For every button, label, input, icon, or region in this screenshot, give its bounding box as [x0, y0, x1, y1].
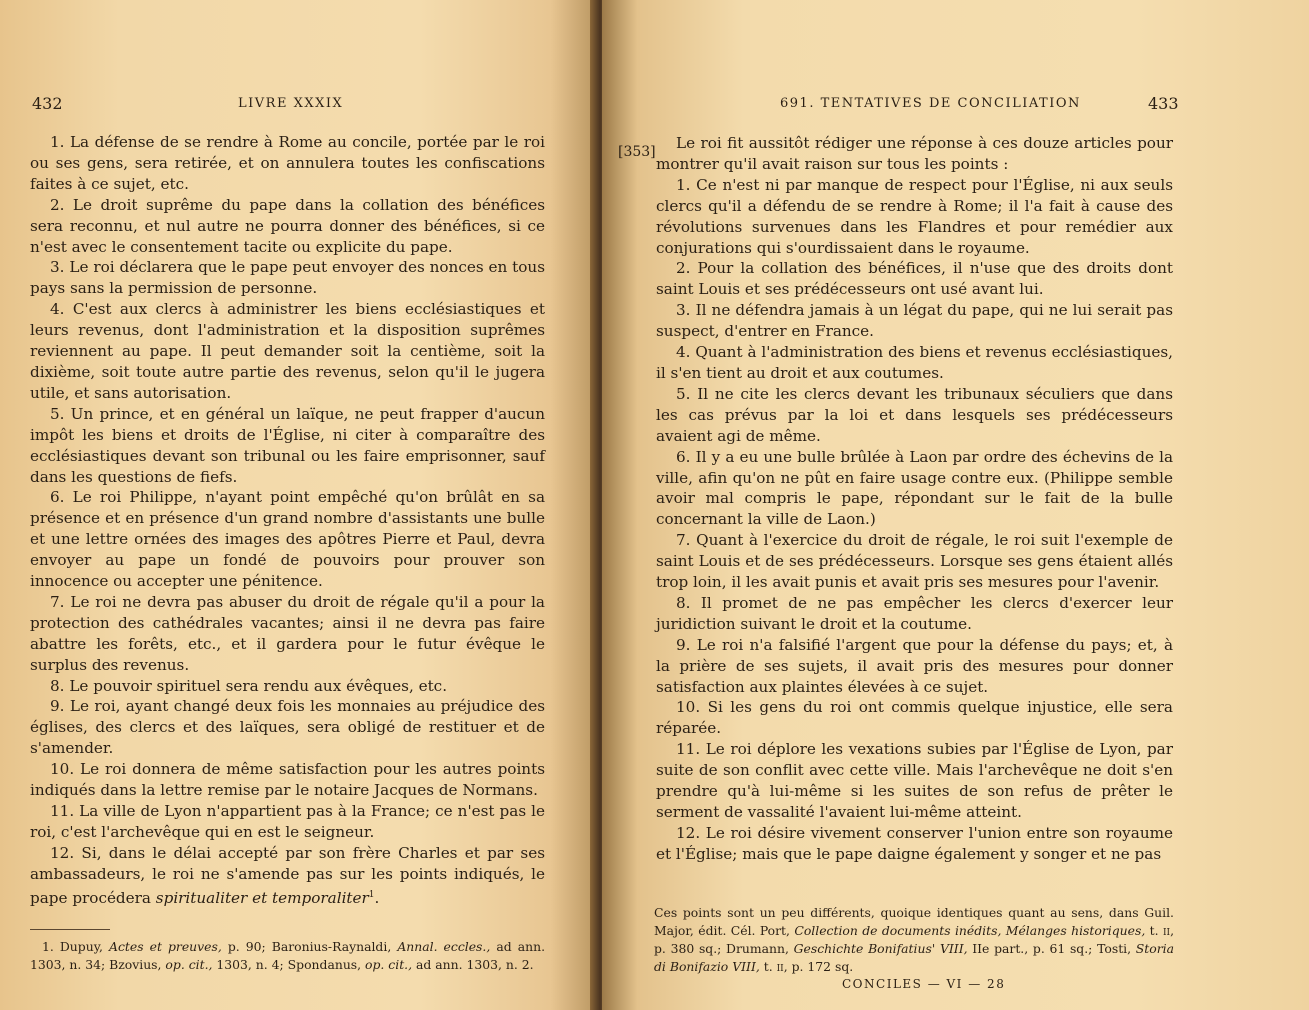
left-page	[0, 0, 598, 1010]
right-body-text	[656, 133, 1173, 865]
para12-italic-spiritualiter: spiritualiter	[155, 888, 248, 907]
fn-text: 1. Dupuy,	[42, 939, 110, 954]
fn-text: Ces points sont un peu différents, quoique identiques quant au sens, dans Guil. Major, édit. Cél. Port,	[654, 905, 1174, 938]
right-paragraph-9: 9. Le roi n'a falsifié l'argent que pour la défense du pays; et, à la prière de ses sujets, il avait pris des mesures pour donner satisfaction aux plaintes élevées à ce sujet.	[656, 635, 1173, 696]
fn-italic: op. cit.,	[165, 957, 213, 972]
signature-mark: CONCILES — VI — 28	[842, 977, 1006, 991]
right-paragraph-10: 10. Si les gens du roi ont commis quelque injustice, elle sera réparée.	[656, 698, 1173, 738]
footnote-ref[interactable]: 1	[368, 889, 375, 900]
fn-text: ad ann. 1303, n. 2.	[412, 957, 534, 972]
fn-text: , p. 172 sq.	[783, 959, 854, 974]
footnote-right	[654, 904, 1174, 976]
right-paragraph-4: 4. Quant à l'administration des biens et revenus ecclésiastiques, il s'en tient au droit et aux coutumes.	[656, 343, 1173, 382]
right-paragraph-11: 11. Le roi déplore les vexations subies par l'Église de Lyon, par suite de son conflit avec cette ville. Mais l'archevêque ne doit s'en prendre qu'à lui-même si les suites de son refus de prêter le serment de vassalité l'avaient lui-même atteint.	[656, 740, 1173, 821]
fn-italic: Geschichte Bonifatius' VIII,	[793, 941, 968, 956]
page-number-right: 433	[1148, 94, 1179, 113]
left-paragraph-10: 10. Le roi donnera de même satisfaction pour les autres points indiqués dans la lettre remise par le notaire Jacques de Normans.	[30, 760, 545, 800]
left-paragraph-5: 5. Un prince, et en général un laïque, ne peut frapper d'aucun impôt les biens et droits de l'Église, ni citer à comparaître des ecclésiastiques devant son tribunal ou les faire emprisonner, sauf dans les questions de fiefs.	[30, 404, 545, 486]
right-paragraph-1: 1. Ce n'est ni par manque de respect pour l'Église, ni aux seuls clercs qu'il a défendu de se rendre à Rome; il l'a fait à cause des révolutions survenues dans les Flandres et pour remédier aux conjurations qui s'ourdissaient dans le royaume.	[656, 175, 1173, 257]
fn-italic: Annal. eccles.,	[397, 939, 491, 954]
right-paragraph-7: 7. Quant à l'exercice du droit de régale, le roi suit l'exemple de saint Louis et de ses prédécesseurs. Lorsque ses gens étaient allés trop loin, il les avait punis et avait pris ses mesures pour l'avenir.	[656, 531, 1173, 592]
para12-italic-temporaliter: temporaliter	[272, 888, 369, 907]
running-header-right: 691. TENTATIVES DE CONCILIATION	[780, 96, 1081, 111]
right-paragraph-6: 6. Il y a eu une bulle brûlée à Laon par ordre des échevins de la ville, afin qu'on ne pût en faire usage contre eux. (Philippe semble avoir mal compris le pape, répondant sur le fait de la bulle concernant la ville de Laon.)	[656, 447, 1173, 529]
left-paragraph-12	[30, 843, 545, 909]
fn-text: t.	[1145, 923, 1163, 938]
right-paragraph-5: 5. Il ne cite les clercs devant les tribunaux séculiers que dans les cas prévus par la loi et dans lesquels ses prédécesseurs avaient agi de même.	[656, 384, 1173, 445]
page-number-left: 432	[32, 94, 63, 113]
margin-marker: [353]	[618, 144, 656, 160]
right-paragraph-intro: Le roi fit aussitôt rédiger une réponse à ces douze articles pour montrer qu'il avait raison sur tous les points :	[656, 134, 1173, 173]
fn-italic: op. cit.,	[365, 957, 413, 972]
right-page	[602, 0, 1309, 1010]
footnote-rule-left	[30, 929, 110, 930]
right-paragraph-3: 3. Il ne défendra jamais à un légat du pape, qui ne lui serait pas suspect, d'entrer en France.	[656, 301, 1173, 341]
fn-text: t.	[759, 959, 777, 974]
fn-italic: Actes et preuves,	[109, 939, 222, 954]
left-paragraph-9: 9. Le roi, ayant changé deux fois les monnaies au préjudice des églises, des clercs et des laïques, sera obligé de restituer et de s'amender.	[30, 697, 545, 758]
left-paragraph-6: 6. Le roi Philippe, n'ayant point empêché qu'on brûlât en sa présence et en présence d'un grand nombre d'assistants une bulle et une lettre ornées des images des apôtres Pierre et Paul, devra envoyer au pape un fondé de pouvoirs pour prouver son innocence ou accepter une pénitence.	[30, 488, 545, 591]
right-paragraph-2: 2. Pour la collation des bénéfices, il n'use que des droits dont saint Louis et ses prédécesseurs ont usé avant lui.	[656, 259, 1173, 299]
left-paragraph-2: 2. Le droit suprême du pape dans la collation des bénéfices sera reconnu, et nul autre ne pourra donner des bénéfices, si ce n'est avec le consentement tacite ou explicite du pape.	[30, 195, 545, 256]
fn-text: 1303, n. 4; Spondanus,	[212, 957, 366, 972]
left-body-text	[30, 132, 545, 909]
left-paragraph-8: 8. Le pouvoir spirituel sera rendu aux évêques, etc.	[50, 676, 448, 695]
fn-text: ad ann. 1303, n. 34; Bzovius,	[30, 939, 546, 972]
fn-smallcaps: ii	[776, 959, 784, 974]
fn-smallcaps: ii	[1162, 923, 1171, 938]
para12-text: 12. Si, dans le délai accepté par son frère Charles et par ses ambassadeurs, le roi ne s'amende pas sur les points indiqués, le pape procédera	[30, 843, 545, 907]
para12-italic-et: et	[252, 888, 268, 907]
fn-italic: Storia di Bonifazio VIII,	[654, 941, 1174, 974]
fn-italic: Collection de documents inédits, Mélanges historiques,	[794, 923, 1146, 938]
right-paragraph-8: 8. Il promet de ne pas empêcher les clercs d'exercer leur juridiction suivant le droit et la coutume.	[656, 593, 1173, 633]
running-header-left: LIVRE XXXIX	[238, 96, 344, 111]
left-paragraph-11: 11. La ville de Lyon n'appartient pas à la France; ce n'est pas le roi, c'est l'archevêque qui en est le seigneur.	[30, 802, 545, 841]
left-paragraph-1: 1. La défense de se rendre à Rome au concile, portée par le roi ou ses gens, sera retirée, et on annulera toutes les confiscations faites à ce sujet, etc.	[30, 133, 545, 193]
left-paragraph-4: 4. C'est aux clercs à administrer les biens ecclésiastiques et leurs revenus, dont l'administration et la disposition suprêmes reviennent au pape. Il peut demander soit la centième, soit la dixième, soit toute autre partie des revenus, selon qu'il le jugera utile, et sans autorisation.	[30, 300, 545, 402]
right-paragraph-12: 12. Le roi désire vivement conserver l'union entre son royaume et l'Église; mais que le pape daigne également y songer et ne pas	[656, 823, 1173, 863]
fn-text: IIe part., p. 61 sq.; Tosti,	[967, 941, 1136, 956]
fn-text: p. 90; Baronius-Raynaldi,	[221, 939, 398, 954]
fn-text: , p. 380 sq.; Drumann,	[654, 923, 1175, 956]
footnote-left	[30, 938, 545, 974]
left-paragraph-3: 3. Le roi déclarera que le pape peut envoyer des nonces en tous pays sans la permission de personne.	[30, 258, 545, 298]
left-paragraph-7: 7. Le roi ne devra pas abuser du droit de régale qu'il a pour la protection des cathédrales vacantes; ainsi il ne devra pas faire abattre les forêts, etc., et il gardera pour le futur évêque le surplus des revenus.	[30, 592, 545, 674]
para12-end: .	[374, 888, 380, 907]
